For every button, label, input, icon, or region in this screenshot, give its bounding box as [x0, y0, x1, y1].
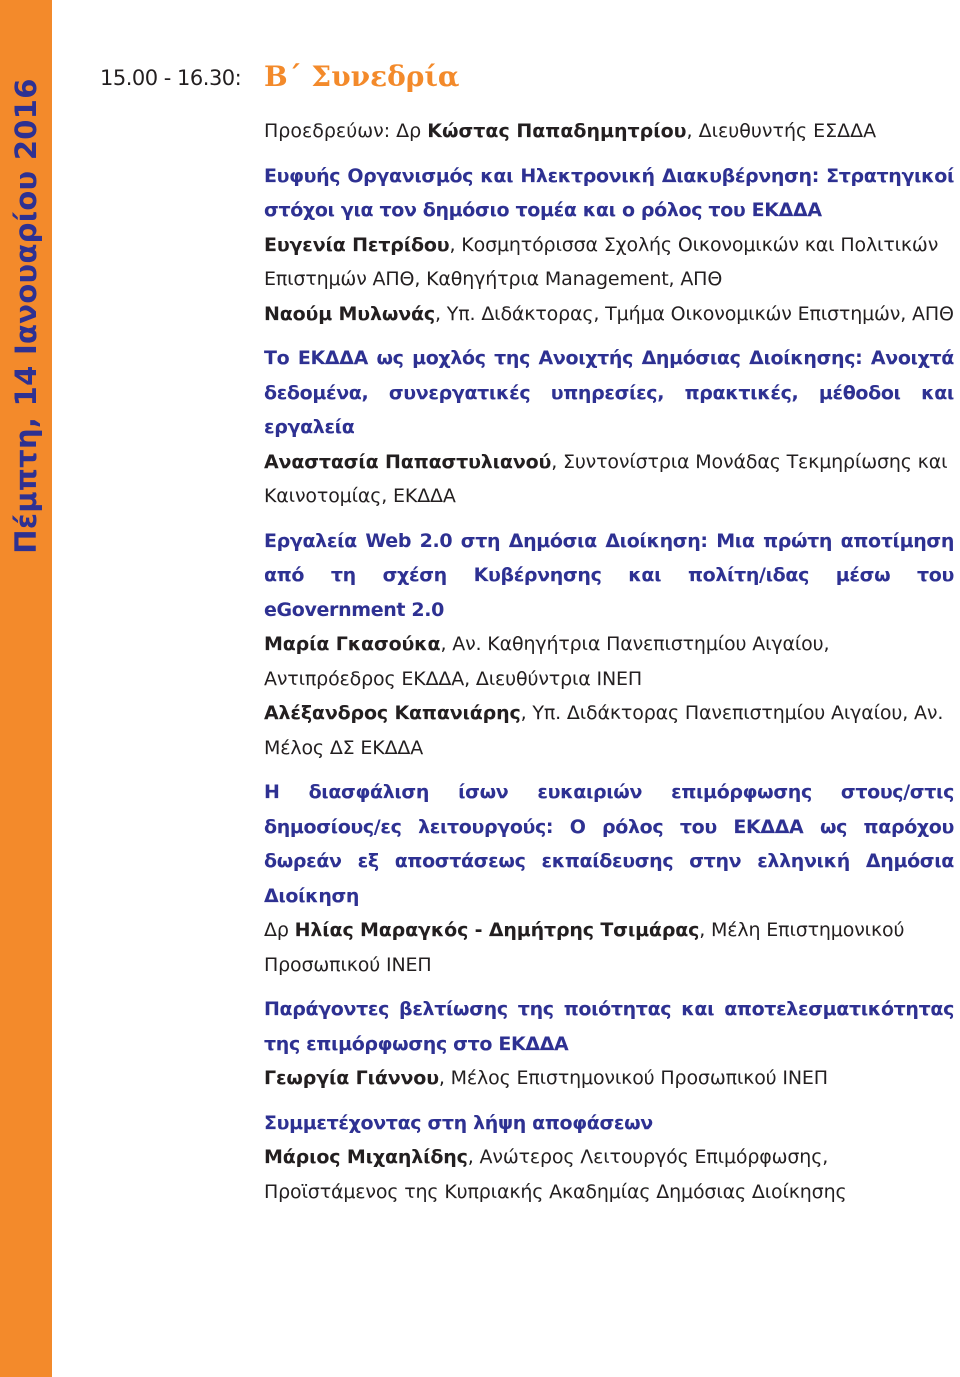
speaker-line: [264, 627, 954, 696]
speaker-line: [264, 297, 954, 332]
talk-title: Εργαλεία Web 2.0 στη Δημόσια Διοίκηση: Μια πρώτη αποτίμηση από τη σχέση Κυβέρνησης και πολίτη/ιδας μέσω του eGovernment 2.0: [264, 529, 954, 621]
talk-entry: [264, 1106, 954, 1210]
talk-entry: [264, 775, 954, 982]
speaker-name: Μαρία Γκασούκα: [264, 633, 441, 655]
speaker-role: , Υπ. Διδάκτορας, Τμήμα Οικονομικών Επιστημών, ΑΠΘ: [435, 302, 954, 325]
sidebar-date: Πέμπτη, 14 Ιανουαρίου 2016: [9, 78, 43, 554]
speaker-role: , Συντονίστρια Μονάδας Τεκμηρίωσης και Καινοτομίας, ΕΚΔΔΑ: [264, 450, 948, 507]
talk-entry: [264, 341, 954, 514]
speaker-line: [264, 1061, 954, 1096]
speaker-name: Αναστασία Παπαστυλιανού: [264, 450, 552, 473]
talk-title: Παράγοντες βελτίωσης της ποιότητας και αποτελεσματικότητας της επιμόρφωσης στο ΕΚΔΔΑ: [264, 998, 954, 1055]
speaker-role: , Κοσμητόρισσα Σχολής Οικονομικών και Πολιτικών Επιστημών ΑΠΘ, Καθηγήτρια Management, ΑΠΘ: [264, 233, 939, 290]
chair-title: Δρ: [396, 120, 428, 142]
speaker-name: Ηλίας Μαραγκός - Δημήτρης Τσιμάρας: [294, 919, 700, 941]
speaker-line: [264, 696, 954, 765]
speaker-role: , Μέλος Επιστημονικού Προσωπικού ΙΝΕΠ: [438, 1067, 828, 1089]
speaker-name: Γεωργία Γιάννου: [264, 1067, 439, 1089]
speaker-role: , Ανώτερος Λειτουργός Επιμόρφωσης, Προϊστάμενος της Κυπριακής Ακαδημίας Δημόσιας Διοίκησης: [264, 1146, 847, 1203]
speaker-name: Μάριος Μιχαηλίδης: [264, 1146, 468, 1168]
talk-title: Το ΕΚΔΔΑ ως μοχλός της Ανοιχτής Δημόσιας Διοίκησης: Ανοιχτά δεδομένα, συνεργατικές υπηρεσίες, πρακτικές, μέθοδοι και εργαλεία: [264, 347, 954, 438]
talk-title: Συμμετέχοντας στη λήψη αποφάσεων: [264, 1111, 653, 1134]
speaker-name: Αλέξανδρος Καπανιάρης: [264, 702, 521, 724]
talk-entry: [264, 992, 954, 1096]
talk-entry: [264, 159, 954, 332]
chair-name: Κώστας Παπαδημητρίου: [427, 120, 687, 142]
talk-title: Ευφυής Οργανισμός και Ηλεκτρονική Διακυβέρνηση: Στρατηγικοί στόχοι για τον δημόσιο τομέα και ο ρόλος του ΕΚΔΔΑ: [264, 164, 954, 221]
speaker-line: [264, 1140, 954, 1209]
speaker-line: [264, 913, 954, 982]
session-time: 15.00 - 16.30:: [100, 66, 242, 90]
talk-entry: [264, 524, 954, 766]
talk-title: Η διασφάλιση ίσων ευκαιριών επιμόρφωσης στους/στις δημοσίους/ες λειτουργούς: Ο ρόλος του ΕΚΔΔΑ ως παρόχου δωρεάν εξ αποστάσεως εκπαίδευσης στην ελληνική Δημόσια Διοίκηση: [264, 781, 954, 907]
speaker-line: [264, 445, 954, 514]
chair-role: , Διευθυντής ΕΣΔΔΑ: [686, 120, 877, 142]
speaker-role: , Υπ. Διδάκτορας Πανεπιστημίου Αιγαίου, Αν. Μέλος ΔΣ ΕΚΔΔΑ: [264, 702, 944, 759]
chair-line: [264, 114, 954, 149]
speaker-prefix: Δρ: [264, 919, 295, 941]
sidebar-date-band: [0, 0, 52, 1377]
speaker-role: , Μέλη Επιστημονικού Προσωπικού ΙΝΕΠ: [264, 919, 905, 976]
session-content: [264, 114, 954, 1209]
speaker-line: [264, 228, 954, 297]
speaker-name: Ευγενία Πετρίδου: [264, 233, 450, 256]
speaker-role: , Αν. Καθηγήτρια Πανεπιστημίου Αιγαίου, Αντιπρόεδρος ΕΚΔΔΑ, Διευθύντρια ΙΝΕΠ: [264, 633, 830, 690]
session-title: Β΄ Συνεδρία: [264, 60, 460, 93]
chair-prefix: Προεδρεύων:: [264, 120, 397, 142]
speaker-name: Ναούμ Μυλωνάς: [264, 302, 436, 325]
